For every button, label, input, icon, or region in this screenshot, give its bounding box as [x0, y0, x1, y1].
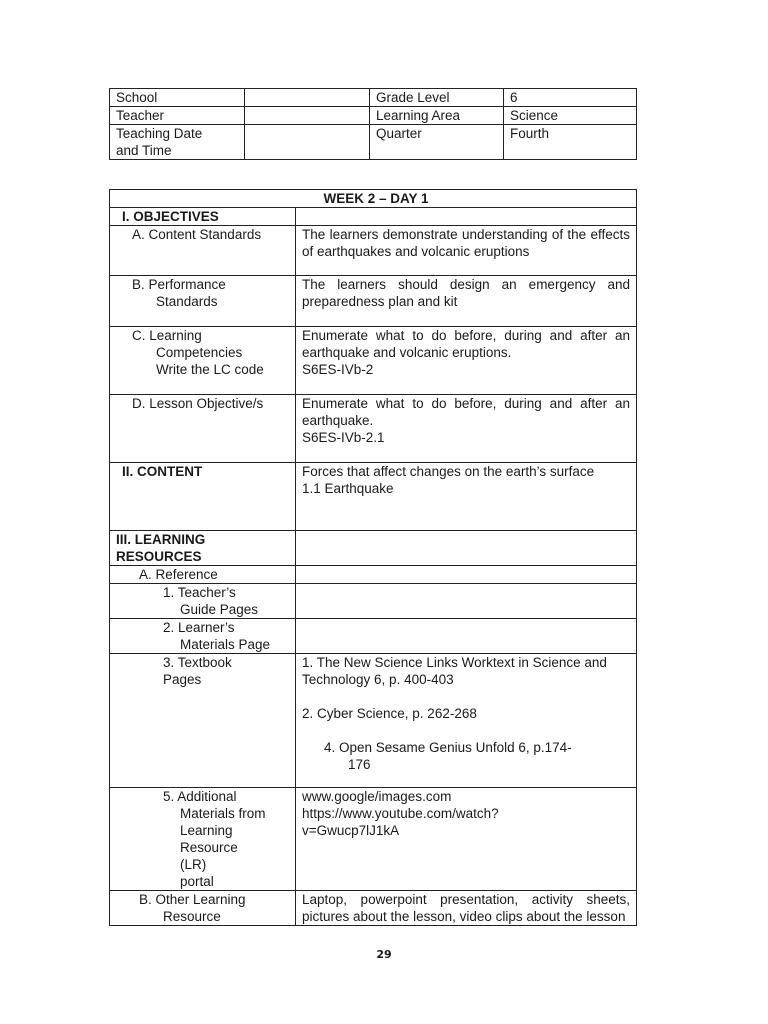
content-standards-row — [110, 226, 637, 276]
content-row — [110, 463, 637, 531]
learning-area-label: Learning Area — [370, 107, 504, 125]
learners-materials-label — [110, 619, 296, 654]
learning-resources-heading — [110, 531, 296, 566]
textbook-label-line1: 3. Textbook — [163, 655, 232, 670]
header-info-table — [109, 88, 637, 160]
competencies-text: Enumerate what to do before, during and after an earthquake and volcanic eruptions. — [302, 328, 631, 360]
content-value — [296, 463, 637, 531]
learning-area-value: Science — [504, 107, 637, 125]
textbook-label-line2: Pages — [163, 672, 202, 687]
learners-materials-label-line1: 2. Learner’s — [163, 620, 235, 635]
performance-label-line2: Standards — [156, 294, 218, 309]
content-standards-label: A. Content Standards — [110, 226, 296, 276]
teacher-row — [110, 107, 637, 125]
learners-materials-value — [296, 619, 637, 654]
competencies-label-line2: Competencies — [156, 345, 243, 360]
teaching-date-label — [110, 125, 245, 160]
teaching-date-value — [245, 125, 370, 160]
content-subtopic: 1.1 Earthquake — [302, 481, 394, 496]
learning-resources-heading-value — [296, 531, 637, 566]
textbook-item-3: 4. Open Sesame Genius Unfold 6, p.174- — [324, 740, 572, 755]
reference-label: A. Reference — [110, 566, 296, 584]
textbook-spacer — [302, 688, 636, 705]
additional-materials-label — [110, 788, 296, 891]
reference-value — [296, 566, 637, 584]
performance-standards-row — [110, 276, 637, 327]
teachers-guide-value — [296, 584, 637, 619]
additional-link-youtube: https://www.youtube.com/watch? — [302, 806, 499, 821]
teaching-date-label-line2: and Time — [116, 143, 172, 158]
learners-materials-label-line2: Materials Page — [180, 637, 271, 652]
teacher-label: Teacher — [110, 107, 245, 125]
textbook-row — [110, 654, 637, 788]
textbook-label — [110, 654, 296, 788]
lesson-objective-text: Enumerate what to do before, during and after an earthquake. — [302, 396, 631, 428]
textbook-value — [296, 654, 637, 788]
school-row — [110, 89, 637, 107]
learning-resources-heading-line1: III. LEARNING — [116, 532, 206, 547]
learning-resources-heading-line2: RESOURCES — [116, 549, 202, 564]
additional-label-line6: portal — [180, 874, 214, 889]
objectives-heading-value — [296, 208, 637, 226]
competencies-label-line3: Write the LC code — [156, 362, 264, 377]
lesson-plan-table — [109, 189, 637, 926]
additional-label-line3: Learning — [180, 823, 233, 838]
additional-link-youtube-id: v=Gwucp7lJ1kA — [302, 823, 400, 838]
competencies-code: S6ES-IVb-2 — [302, 362, 374, 377]
competencies-label-line1: C. Learning — [132, 328, 202, 343]
other-resource-label — [110, 891, 296, 926]
reference-row — [110, 566, 637, 584]
performance-standards-value: The learners should design an emergency and preparedness plan and kit — [296, 276, 637, 327]
learning-competencies-label — [110, 327, 296, 395]
week-title-row — [110, 190, 637, 208]
quarter-label: Quarter — [370, 125, 504, 160]
learning-competencies-value — [296, 327, 637, 395]
additional-label-line1: 5. Additional — [163, 789, 237, 804]
additional-materials-row — [110, 788, 637, 891]
objectives-heading-row — [110, 208, 637, 226]
learning-resources-heading-row — [110, 531, 637, 566]
textbook-item-1: 1. The New Science Links Worktext in Science and Technology 6, p. 400-403 — [302, 655, 607, 687]
other-resource-label-line1: B. Other Learning — [139, 892, 246, 907]
other-resource-row — [110, 891, 637, 926]
learners-materials-row — [110, 619, 637, 654]
week-title: WEEK 2 – DAY 1 — [110, 190, 637, 208]
lesson-objectives-label: D. Lesson Objective/s — [110, 395, 296, 463]
quarter-value: Fourth — [504, 125, 637, 160]
date-row — [110, 125, 637, 160]
teachers-guide-label — [110, 584, 296, 619]
school-value — [245, 89, 370, 107]
content-topic: Forces that affect changes on the earth’s surface — [302, 464, 595, 479]
textbook-spacer — [302, 722, 636, 739]
performance-standards-label — [110, 276, 296, 327]
content-standards-value: The learners demonstrate understanding of the effects of earthquakes and volcanic eruptions — [296, 226, 637, 276]
grade-level-label: Grade Level — [370, 89, 504, 107]
textbook-item-3-cont: 176 — [348, 757, 371, 772]
other-resource-value: Laptop, powerpoint presentation, activity sheets, pictures about the lesson, video clips about the lesson — [296, 891, 637, 926]
teaching-date-label-line1: Teaching Date — [116, 126, 203, 141]
lesson-objective-code: S6ES-IVb-2.1 — [302, 430, 385, 445]
textbook-item-2: 2. Cyber Science, p. 262-268 — [302, 706, 477, 721]
additional-materials-value — [296, 788, 637, 891]
content-heading: II. CONTENT — [110, 463, 296, 531]
grade-level-value: 6 — [504, 89, 637, 107]
performance-label-line1: B. Performance — [132, 277, 226, 292]
page-number: 29 — [376, 948, 392, 961]
additional-label-line5: (LR) — [180, 857, 207, 872]
additional-label-line2: Materials from — [180, 806, 266, 821]
school-label: School — [110, 89, 245, 107]
objectives-heading: I. OBJECTIVES — [110, 208, 296, 226]
additional-label-line4: Resource — [180, 840, 238, 855]
learning-competencies-row — [110, 327, 637, 395]
teacher-value — [245, 107, 370, 125]
other-resource-label-line2: Resource — [163, 909, 221, 924]
teachers-guide-label-line1: 1. Teacher’s — [163, 585, 236, 600]
teachers-guide-label-line2: Guide Pages — [180, 602, 259, 617]
lesson-objectives-row — [110, 395, 637, 463]
lesson-objectives-value — [296, 395, 637, 463]
teachers-guide-row — [110, 584, 637, 619]
additional-link-google: www.google/images.com — [302, 789, 452, 804]
